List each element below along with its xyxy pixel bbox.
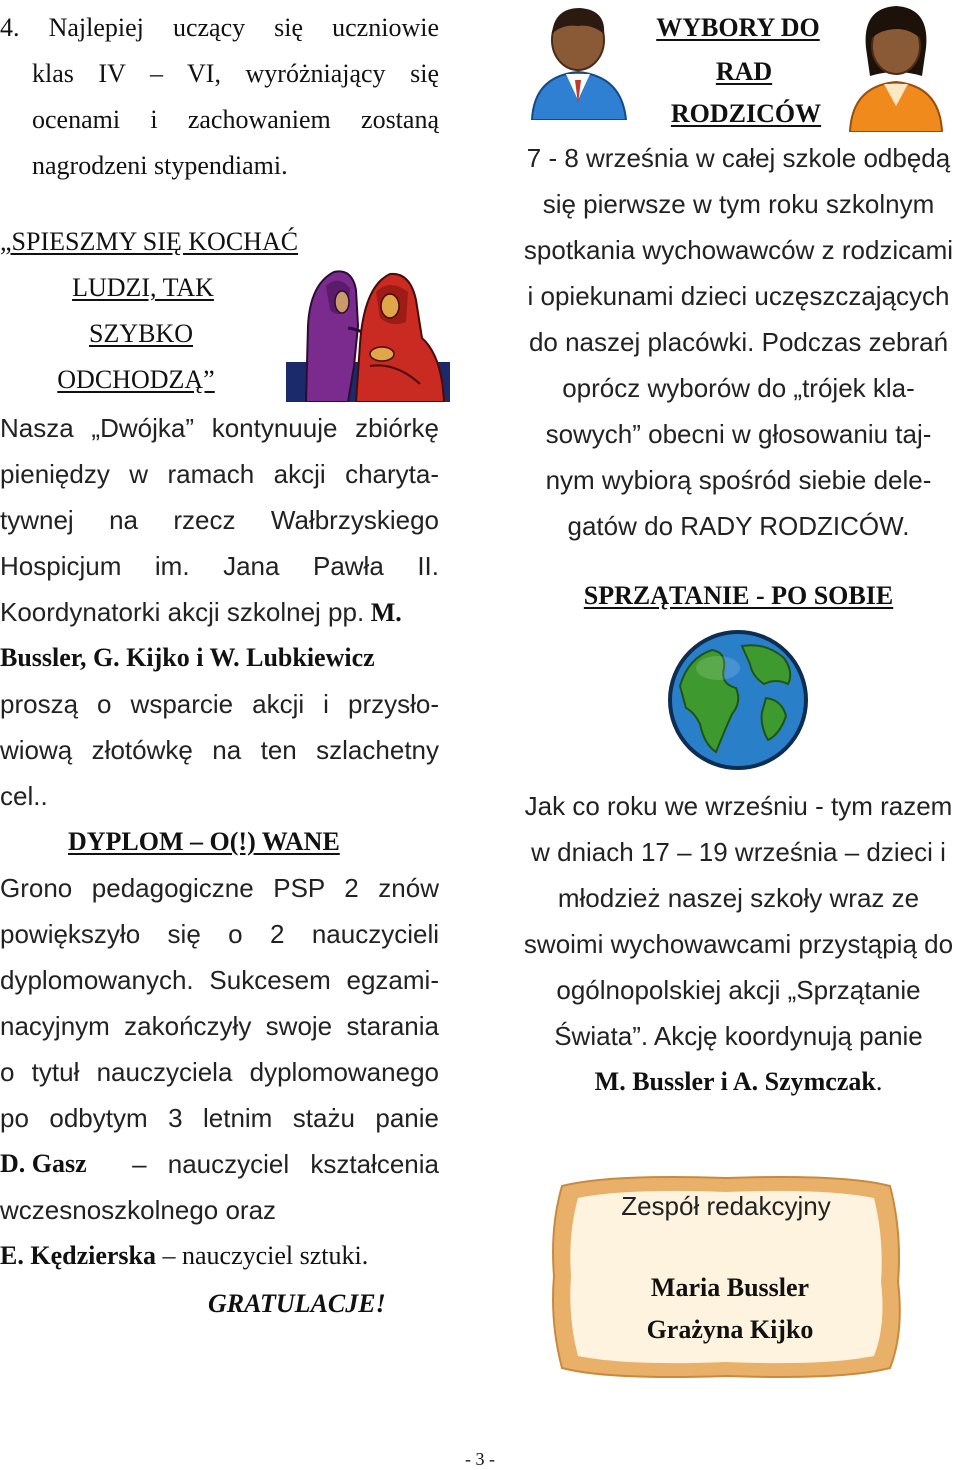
kedzierska-name: E. Kędzierska — [0, 1241, 156, 1270]
diploma-body-line: dyplomowanych. Sukcesem egzami- — [0, 965, 439, 995]
elections-body-line: spotkania wychowawców z rodzicami — [523, 235, 954, 265]
diploma-body-line: Grono pedagogiczne PSP 2 znów — [0, 873, 439, 903]
cleanup-names-line — [517, 1066, 960, 1098]
kedzierska-line — [0, 1240, 368, 1272]
elections-body-line: sowych” obecni w głosowaniu taj- — [545, 419, 932, 449]
cleanup-coordinators: M. Bussler i A. Szymczak — [594, 1067, 876, 1096]
coordinators-names: Bussler, G. Kijko i W. Lubkiewicz — [0, 643, 375, 672]
gasz-line-2: wczesnoszkolnego oraz — [0, 1195, 277, 1225]
editorial-label: Zespół redakcyjny — [621, 1191, 831, 1221]
elections-body-line: oprócz wyborów do „trójek kla- — [562, 373, 915, 403]
gasz-name: D. Gasz — [0, 1149, 87, 1178]
cleanup-body-line: Świata”. Akcję koordynują panie — [554, 1021, 923, 1051]
hospice-body-line: Hospicjum im. Jana Pawła II. — [0, 551, 439, 581]
hospice-body-line: pieniędzy w ramach akcji charyta- — [0, 459, 439, 489]
gratulacje: GRATULACJE! — [208, 1289, 386, 1318]
hospice-end-line: cel.. — [0, 781, 48, 811]
item4-line: ocenami i zachowaniem zostaną — [32, 105, 439, 134]
elections-title-line: WYBORY DO — [656, 13, 820, 42]
man-avatar-icon — [528, 4, 630, 120]
editorial-member: Maria Bussler — [650, 1273, 810, 1302]
hospice-end-line: proszą o wsparcie akcji i przysło- — [0, 689, 439, 719]
elections-body-line: nym wybiorą spośród siebie dele- — [545, 465, 932, 495]
cleanup-body-line: w dniach 17 – 19 września – dzieci i — [531, 837, 946, 867]
cleanup-body-line: ogólnopolskiej akcji „Sprzątanie — [556, 975, 921, 1005]
editorial-member: Grażyna Kijko — [646, 1315, 814, 1344]
cleanup-body-line: młodzież naszej szkoły wraz ze — [557, 883, 920, 913]
diploma-body-line: powiększyło się o 2 nauczycieli — [0, 919, 439, 949]
elections-body-line: 7 - 8 września w całej szkole odbędą — [526, 143, 951, 173]
kedzierska-role: – nauczyciel sztuki. — [156, 1241, 369, 1270]
cleanup-body-line: Jak co roku we wrześniu - tym razem — [524, 791, 953, 821]
hospice-title-line: „SPIESZMY SIĘ KOCHAĆ — [0, 227, 299, 256]
item4-line: 4. Najlepiej uczący się uczniowie — [0, 13, 439, 42]
hospice-body-line: tywnej na rzecz Wałbrzyskiego — [0, 505, 439, 535]
elections-body-line: gatów do RADY RODZICÓW. — [567, 511, 910, 541]
elections-title-line: RODZICÓW — [670, 99, 822, 128]
globe-icon — [666, 628, 810, 772]
diploma-body-line: o tytuł nauczyciela dyplomowanego — [0, 1057, 439, 1087]
coordinators-label: Koordynatorki akcji szkolnej pp. — [0, 597, 365, 627]
hospice-body-line: Nasza „Dwójka” kontynuuje zbiórkę — [0, 413, 439, 443]
hospice-end-line: wiową złotówkę na ten szlachetny — [0, 735, 439, 765]
diploma-title: DYPLOM – O(!) WANE — [68, 827, 340, 856]
item4-line: nagrodzeni stypendiami. — [32, 151, 288, 180]
cleanup-body-line: swoimi wychowawcami przystąpią do — [523, 929, 954, 959]
elections-body-line: i opiekunami dzieci uczęszczających — [527, 281, 950, 311]
cleanup-period: . — [875, 1067, 883, 1096]
gasz-role: – nauczyciel kształcenia — [132, 1149, 439, 1179]
page-number: - 3 - — [465, 1449, 495, 1469]
hospice-illustration — [286, 266, 450, 402]
elections-title-line: RAD — [715, 57, 773, 86]
gasz-line — [0, 1148, 439, 1180]
coordinator-m: M. — [370, 598, 402, 627]
item4-line: klas IV – VI, wyróżniający się — [32, 59, 439, 88]
coordinators-line — [0, 596, 402, 628]
woman-avatar-icon — [848, 2, 944, 132]
hospice-title-line: LUDZI, TAK — [72, 273, 214, 302]
elections-body-line: do naszej placówki. Podczas zebrań — [528, 327, 949, 357]
elections-body-line: się pierwsze w tym roku szkolnym — [542, 189, 935, 219]
hospice-title-line: ODCHODZĄ” — [57, 365, 215, 394]
diploma-body-line: nacyjnym zakończyły swoje starania — [0, 1011, 439, 1041]
cleanup-title: SPRZĄTANIE - PO SOBIE — [583, 581, 894, 610]
diploma-body-line: po odbytym 3 letnim stażu panie — [0, 1103, 439, 1133]
hospice-title-line: SZYBKO — [88, 319, 193, 348]
